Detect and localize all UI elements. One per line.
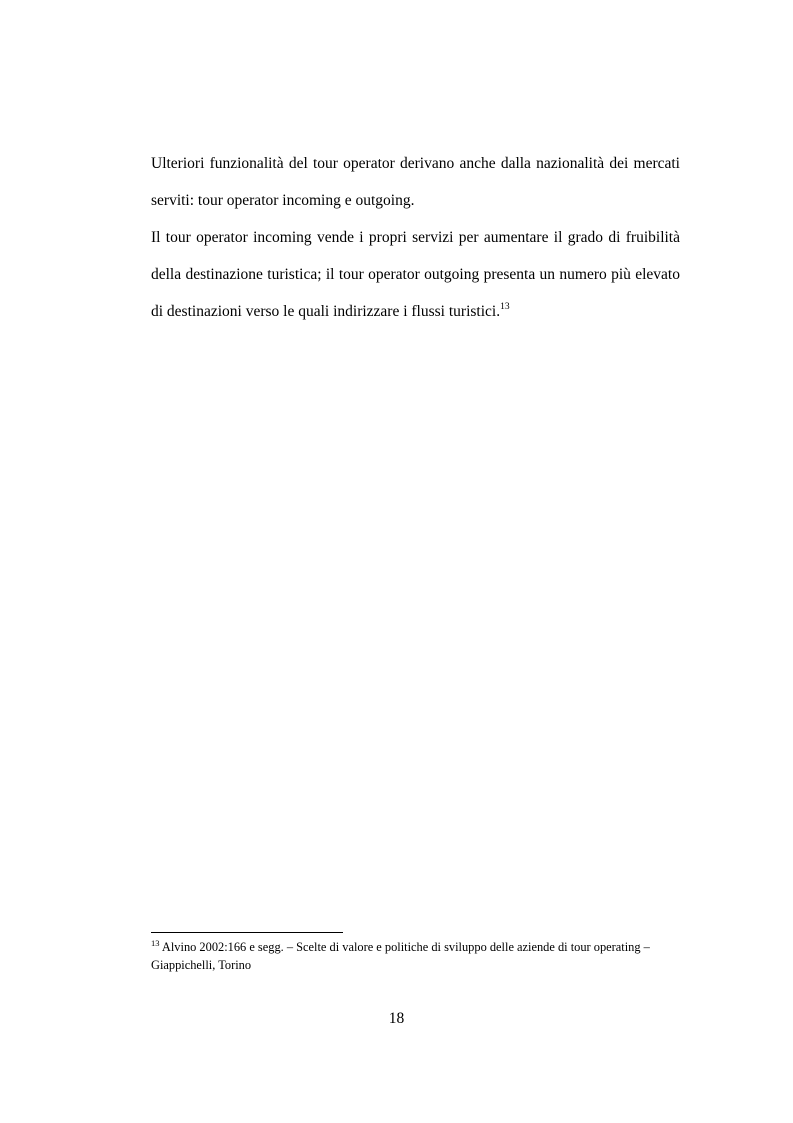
page-number: 18 — [388, 1010, 405, 1027]
body-text — [151, 145, 680, 330]
footnote-separator — [151, 932, 343, 933]
paragraph-1-text: Ulteriori funzionalità del tour operator derivano anche dalla nazionalità dei mercati serviti: tour operator incoming e outgoing. — [151, 155, 680, 209]
paragraph-2-text: Il tour operator incoming vende i propri servizi per aumentare il grado di fruibilità della destinazione turistica; il tour operator outgoing presenta un numero più elevato di destinazioni verso le quali indirizzare i flussi turistici. — [151, 229, 680, 320]
footnote-text: Alvino 2002:166 e segg. – Scelte di valore e politiche di sviluppo delle aziende di tour operating – Giappichelli, Torino — [151, 940, 650, 972]
footnote-number: 13 — [151, 937, 160, 948]
paragraph-1 — [151, 145, 680, 219]
paragraph-2 — [151, 219, 680, 330]
footnote — [151, 938, 683, 974]
footnote-reference[interactable]: 13 — [500, 301, 510, 312]
